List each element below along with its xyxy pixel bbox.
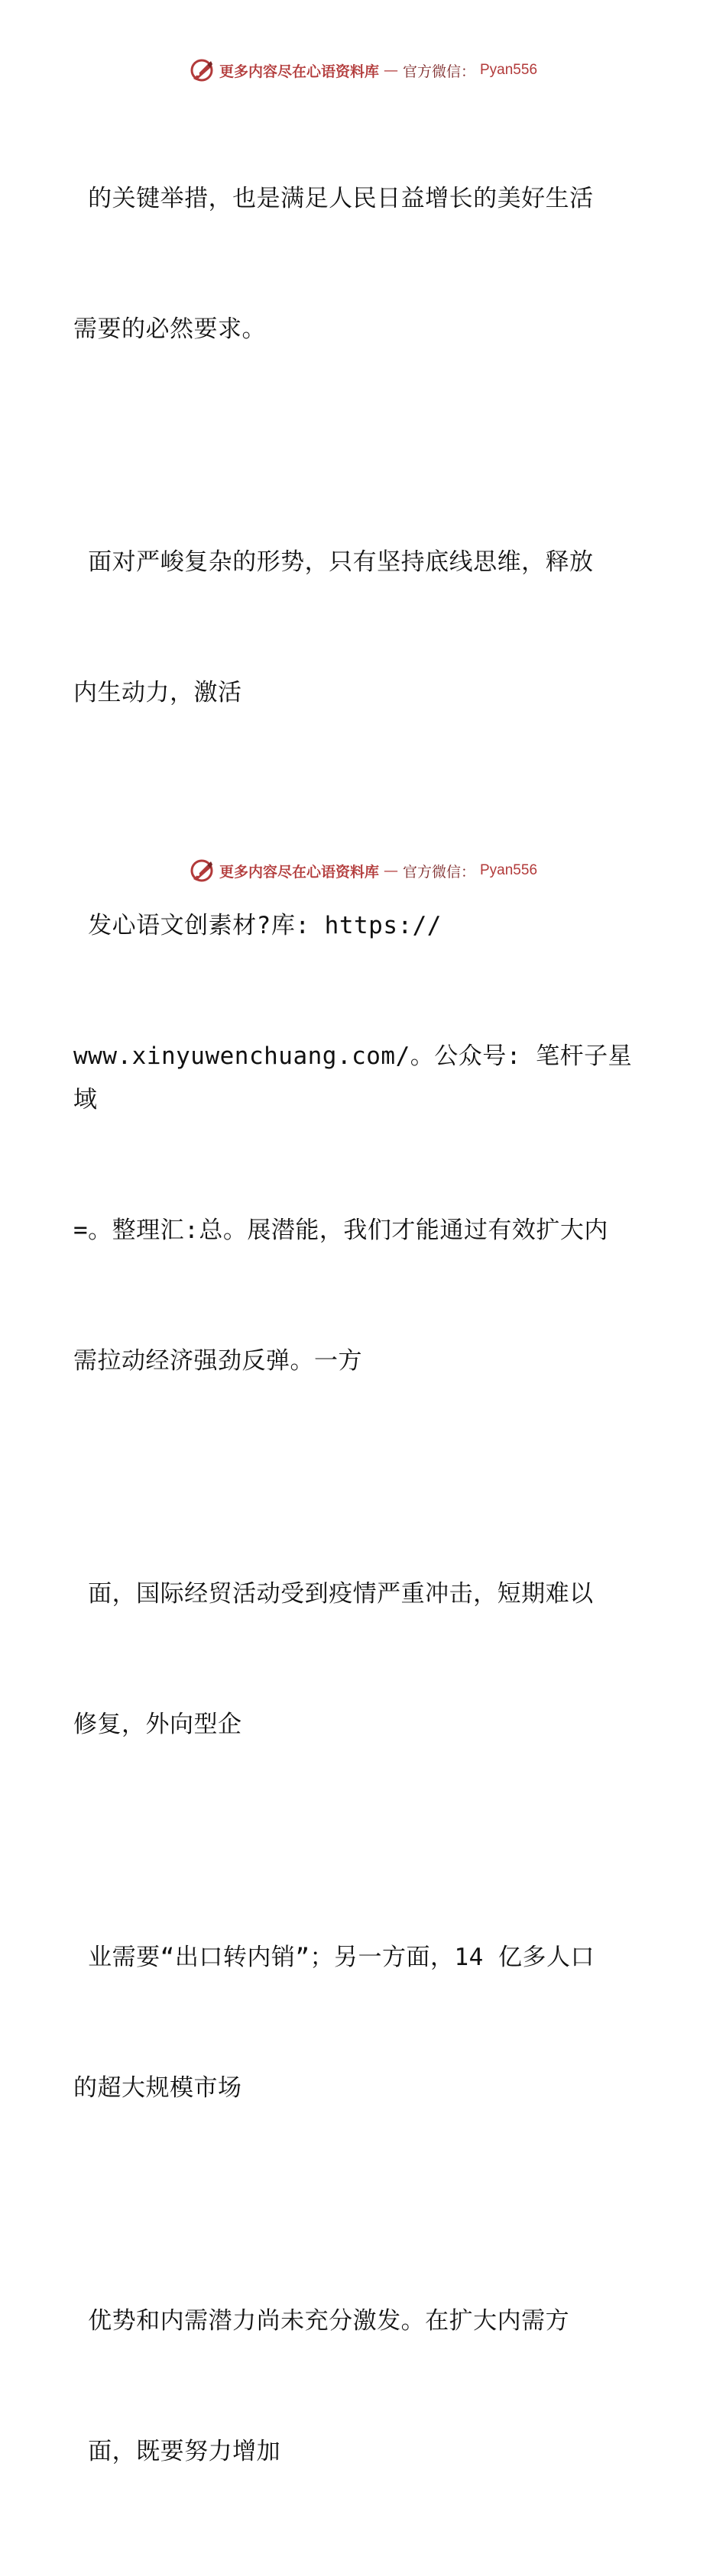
- header-banner-inner: [189, 57, 537, 83]
- paragraph-line: 发心语文创素材?库: https://: [73, 912, 442, 939]
- header-wechat-id: Pyan556: [480, 62, 538, 78]
- paragraph-line: 面对严峻复杂的形势，只有坚持底线思维，释放: [73, 548, 594, 576]
- paragraph-line: 需要的必然要求。: [73, 315, 266, 343]
- paragraph-6: [73, 2212, 654, 2561]
- paragraph-1: [73, 90, 654, 438]
- pen-logo-icon: [189, 858, 215, 884]
- paragraph-line: 内生动力，激活: [73, 679, 242, 706]
- paragraph-5: [73, 1849, 654, 2197]
- header-brand-text: 更多内容尽在心语资料库: [219, 63, 379, 80]
- paragraph-line: www.xinyuwenchuang.com/。公众号: 笔杆子星域: [73, 1042, 633, 1113]
- footer-banner: [0, 855, 726, 886]
- paragraph-line: 需拉动经济强劲反弹。一方: [73, 1347, 362, 1375]
- paragraph-2: [73, 454, 654, 802]
- paragraph-line: 的超大规模市场: [73, 2074, 242, 2102]
- paragraph-4: [73, 1485, 654, 1834]
- paragraph-3: [73, 817, 654, 1470]
- paragraph-line: 面，国际经贸活动受到疫情严重冲击，短期难以: [73, 1580, 594, 1608]
- footer-wechat-id: Pyan556: [480, 862, 538, 878]
- pen-logo-icon: [189, 57, 215, 83]
- footer-brand-text: 更多内容尽在心语资料库: [219, 863, 379, 881]
- paragraph-line: 业需要“出口转内销”；另一方面，14 亿多人口: [73, 1944, 595, 1971]
- paragraph-line: 面，既要努力增加: [73, 2438, 281, 2465]
- footer-wechat-label: 官方微信：: [402, 863, 475, 881]
- header-dash: —: [383, 62, 398, 79]
- paragraph-line: 优势和内需潜力尚未充分激发。在扩大内需方: [73, 2307, 570, 2335]
- header-banner: [0, 55, 726, 86]
- paragraph-line: =。整理汇:总。展潜能，我们才能通过有效扩大内: [73, 1217, 608, 1244]
- paragraph-line: 修复，外向型企: [73, 1711, 242, 1738]
- document-body: [73, 90, 654, 2576]
- paragraph-line: 的关键举措，也是满足人民日益增长的美好生活: [73, 185, 594, 212]
- footer-dash: —: [383, 862, 398, 879]
- footer-banner-inner: [189, 858, 537, 884]
- header-wechat-label: 官方微信：: [402, 63, 475, 80]
